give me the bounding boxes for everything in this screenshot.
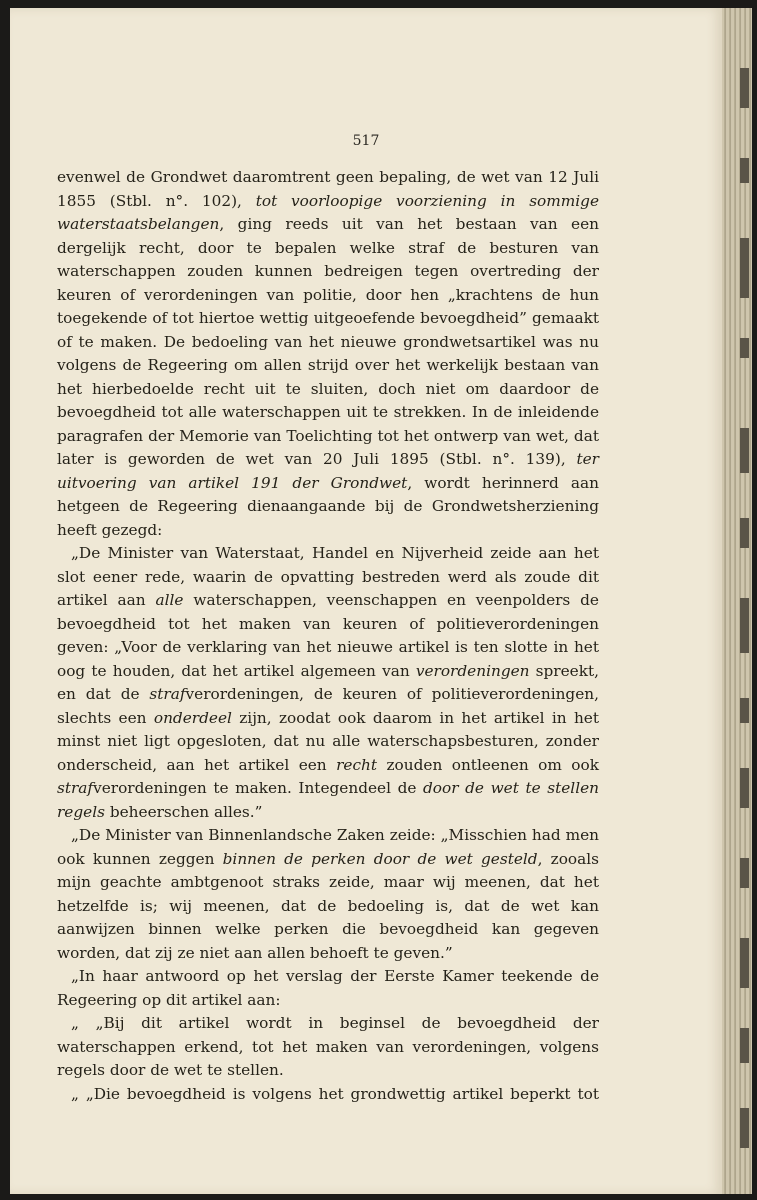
paragraph xyxy=(57,824,599,965)
paragraph xyxy=(57,1083,599,1107)
text-run: „ „Bij dit artikel wordt in beginsel de bevoegdheid der waterschappen erkend, tot het maken van verordeningen, volgens regels door de wet te stellen. xyxy=(57,1014,599,1079)
text-run: zouden ontleenen om ook xyxy=(377,755,599,774)
paragraph xyxy=(57,542,599,824)
page-edge-mark xyxy=(740,238,749,298)
page-edge-mark xyxy=(740,938,749,988)
text-run: spreekt, en dat de xyxy=(57,661,600,703)
page-edge-mark xyxy=(740,518,749,548)
page-edge-mark xyxy=(740,158,749,183)
page-edge-mark xyxy=(740,698,749,723)
page-edge-mark xyxy=(740,68,749,108)
text-run: „De Minister van Binnenlandsche Zaken zeide: „Misschien had men ook kunnen zeggen xyxy=(57,826,599,868)
italic-text: alle xyxy=(155,591,184,609)
paragraph xyxy=(57,166,599,542)
page-edge-mark xyxy=(740,1028,749,1063)
text-run: „ „Die bevoegdheid is volgens het grondwettig artikel beperkt tot xyxy=(71,1084,599,1103)
text-run: „De Minister van Waterstaat, Handel en Nijverheid zeide aan het slot eener rede, waarin de opvatting bestreden werd als zoude dit artikel aan xyxy=(57,544,599,609)
page-edge-mark xyxy=(740,338,749,358)
italic-text: verordeningen xyxy=(415,661,530,680)
page-edge-mark xyxy=(740,428,749,473)
italic-text: ter uitvoering van artikel 191 der Grondwet xyxy=(57,450,599,492)
italic-text: binnen de perken door de wet gesteld xyxy=(222,849,538,868)
italic-text: recht xyxy=(336,755,378,774)
text-run: , ging reeds uit van het bestaan van een dergelijk recht, door te bepalen welke straf de besturen van waterschappen zouden kunnen bedreigen tegen overtreding der keuren of verordeningen van politie, door hen „krachtens de hun toegekende of tot hiertoe wettig uitgeoefende bevoegdheid” gemaakt of te maken. De bedoeling van het nieuwe grondwetsartikel was nu volgens de Regeering om allen strijd over het werkelijk bestaan van het hierbedoelde recht uit te sluiten, doch niet om daardoor de bevoegdheid tot alle waterschappen uit te strekken. In de inleidende paragrafen der Memorie van Toelichting tot het ontwerp van wet, dat later is geworden de wet van 20 Juli 1895 (Stbl. n°. 139), xyxy=(57,215,599,468)
body-text xyxy=(57,166,599,1106)
italic-text: straf xyxy=(57,779,94,797)
page-edge-mark xyxy=(740,768,749,808)
book-page xyxy=(10,8,722,1194)
page-edge-mark xyxy=(740,1108,749,1148)
page-edge-mark xyxy=(740,598,749,653)
text-run: , zooals mijn geachte ambtgenoot straks zeide, maar wij meenen, dat het hetzelfde is; wij meenen, dat de bedoeling is, dat de wet kan aanwijzen binnen welke perken die bevoegdheid kan gegeven worden, dat zij ze niet aan allen behoeft te geven.” xyxy=(57,849,599,962)
text-run: waterschappen, veenschappen en veenpolders de bevoegdheid tot het maken van keuren of politieverordeningen geven: „Voor de verklaring van het nieuwe artikel is ten slotte in het oog te houden, dat het artikel algemeen van xyxy=(57,591,599,680)
text-run: „In haar antwoord op het verslag der Eerste Kamer teekende de Regeering op dit artikel aan: xyxy=(57,967,599,1009)
page-number: 517 xyxy=(352,133,380,149)
page-edge-mark xyxy=(740,858,749,888)
italic-text: door de wet te stellen regels xyxy=(57,779,599,821)
italic-text: tot voorloopige voorziening in sommige waterstaatsbelangen xyxy=(57,191,599,233)
text-run: verordeningen te maken. Integendeel de xyxy=(93,779,424,797)
italic-text: onderdeel xyxy=(153,708,232,727)
text-run: zijn, zoodat ook daarom in het artikel in het minst niet ligt opgesloten, dat nu alle waterschapsbesturen, zonder onderscheid, aan het artikel een xyxy=(57,708,599,774)
paragraph xyxy=(57,1012,599,1083)
text-run: evenwel de Grondwet daaromtrent geen bepaling, de wet van 12 Juli 1855 (Stbl. n°. 102), xyxy=(57,168,599,210)
italic-text: straf xyxy=(149,685,186,703)
paragraph xyxy=(57,965,599,1012)
text-run: verordeningen, de keuren of politieverordeningen, slechts een xyxy=(57,685,599,727)
text-run: , wordt herinnerd aan hetgeen de Regeering dienaangaande bij de Grondwetsherziening heeft gezegd: xyxy=(57,473,599,539)
text-run: beheerschen alles.” xyxy=(104,802,263,821)
page-edge-stack xyxy=(722,8,752,1194)
